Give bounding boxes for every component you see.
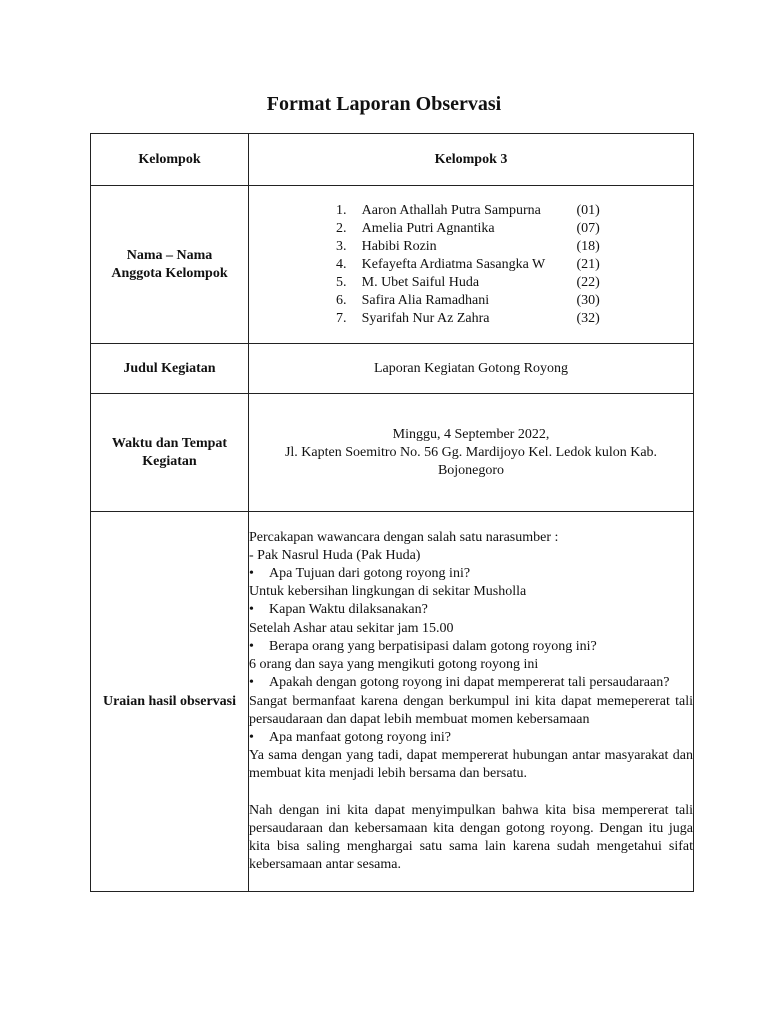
row-anggota	[91, 186, 694, 344]
question-item	[249, 601, 693, 619]
member-name: Safira Alia Ramadhani	[361, 292, 490, 308]
row-waktu	[91, 394, 694, 512]
answer-text: Sangat bermanfaat karena dengan berkumpul ini kita dapat memepererat tali persaudaraan dan dapat lebih membuat momen kebersamaan	[249, 693, 693, 727]
answer-text: 6 orang dan saya yang mengikuti gotong royong ini	[249, 657, 539, 673]
question-text: Apa Tujuan dari gotong royong ini?	[269, 566, 471, 582]
member-code: (22)	[576, 274, 600, 290]
label-anggota-line1: Nama – Nama	[126, 247, 213, 263]
question-text: Kapan Waktu dilaksanakan?	[269, 602, 428, 618]
member-name: Aaron Athallah Putra Sampurna	[361, 202, 541, 218]
question-item	[249, 565, 693, 583]
question-text: Apakah dengan gotong royong ini dapat mempererat tali persaudaraan?	[269, 675, 670, 691]
member-name: Syarifah Nur Az Zahra	[361, 310, 490, 326]
row-uraian	[91, 512, 694, 892]
member-code: (01)	[576, 202, 600, 218]
label-waktu	[91, 394, 249, 512]
question-text: Berapa orang yang berpatisipasi dalam gotong royong ini?	[269, 638, 597, 654]
value-anggota	[249, 186, 694, 344]
row-judul	[91, 344, 694, 394]
spacer	[249, 784, 693, 802]
list-item	[336, 202, 606, 220]
member-number: 3.	[336, 238, 347, 254]
member-code: (32)	[576, 310, 600, 326]
list-item	[336, 220, 606, 238]
page-title: Format Laporan Observasi	[266, 93, 502, 115]
label-waktu-line2: Kegiatan	[142, 453, 197, 469]
question-text: Apa manfaat gotong royong ini?	[269, 729, 451, 745]
observation-report-table	[90, 133, 694, 892]
member-name: M. Ubet Saiful Huda	[361, 274, 480, 290]
label-kelompok: Kelompok	[91, 134, 249, 186]
answer-text: Setelah Ashar atau sekitar jam 15.00	[249, 620, 454, 636]
conclusion-text: Nah dengan ini kita dapat menyimpulkan bahwa kita bisa mempererat tali persaudaraan dan kebersamaan kita dengan gotong royong. Dengan itu juga kita bisa saling menghargai satu sama lain karena sudah mengetahui sifat kebersamaan antar sesama.	[249, 802, 693, 873]
question-item	[249, 638, 693, 656]
label-judul: Judul Kegiatan	[91, 344, 249, 394]
value-waktu	[249, 394, 694, 512]
member-number: 5.	[336, 274, 347, 290]
member-code: (18)	[576, 238, 600, 254]
member-number: 7.	[336, 310, 347, 326]
bullet-icon: •	[249, 602, 254, 618]
value-kelompok: Kelompok 3	[249, 134, 694, 186]
list-item	[336, 256, 606, 274]
member-number: 2.	[336, 220, 347, 236]
list-item	[336, 238, 606, 256]
member-code: (30)	[576, 292, 600, 308]
member-code: (21)	[576, 256, 600, 272]
member-number: 4.	[336, 256, 347, 272]
interview-intro: Percakapan wawancara dengan salah satu narasumber :	[249, 529, 559, 545]
waktu-address: Jl. Kapten Soemitro No. 56 Gg. Mardijoyo Kel. Ledok kulon Kab.	[284, 444, 658, 460]
list-item	[336, 274, 606, 292]
answer-text: Ya sama dengan yang tadi, dapat mempererat hubungan antar masyarakat dan membuat kita menjadi lebih bersama dan bersatu.	[249, 748, 693, 782]
bullet-icon: •	[249, 566, 254, 582]
list-item	[336, 292, 606, 310]
waktu-city: Bojonegoro	[437, 462, 505, 478]
label-uraian: Uraian hasil observasi	[91, 512, 249, 892]
member-code: (07)	[576, 220, 600, 236]
member-name: Habibi Rozin	[361, 238, 437, 254]
label-waktu-line1: Waktu dan Tempat	[111, 435, 228, 451]
member-name: Amelia Putri Agnantika	[361, 220, 495, 236]
label-anggota-line2: Anggota Kelompok	[111, 265, 228, 281]
member-list	[336, 202, 606, 328]
member-number: 1.	[336, 202, 347, 218]
question-item	[249, 729, 693, 747]
value-judul: Laporan Kegiatan Gotong Royong	[249, 344, 694, 394]
member-name: Kefayefta Ardiatma Sasangka W	[361, 256, 546, 272]
answer-text: Untuk kebersihan lingkungan di sekitar Musholla	[249, 584, 527, 600]
member-number: 6.	[336, 292, 347, 308]
label-anggota	[91, 186, 249, 344]
list-item	[336, 310, 606, 328]
row-kelompok	[91, 134, 694, 186]
interview-source: - Pak Nasrul Huda (Pak Huda)	[249, 547, 421, 563]
bullet-icon: •	[249, 675, 254, 691]
question-item	[249, 674, 693, 692]
bullet-icon: •	[249, 729, 254, 745]
waktu-date: Minggu, 4 September 2022,	[392, 426, 550, 442]
value-uraian	[249, 512, 694, 892]
bullet-icon: •	[249, 638, 254, 654]
